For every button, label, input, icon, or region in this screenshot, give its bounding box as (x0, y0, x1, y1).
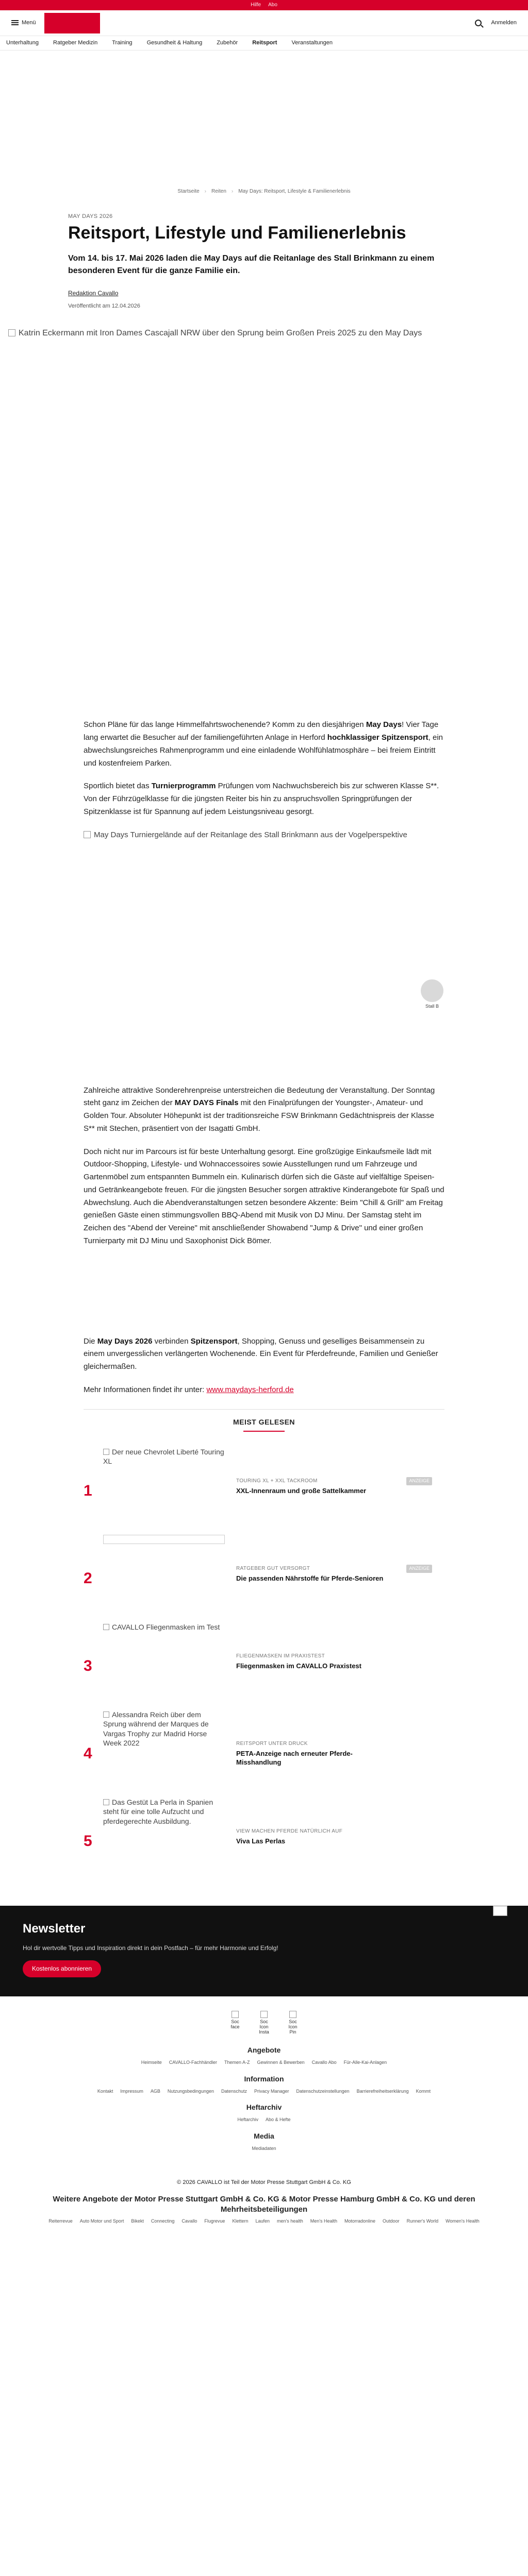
footer-link[interactable]: Laufen (255, 2218, 270, 2224)
text-run: Schon Pläne für das lange Himmelfahrtswochenende? Komm zu den diesjährigen (84, 720, 366, 730)
nav-item[interactable]: Training (112, 39, 133, 46)
mostread-image[interactable] (103, 1447, 225, 1514)
photo-credit (420, 979, 444, 1010)
mostread-title[interactable]: PETA-Anzeige nach erneuter Pferde-Misshandlung (236, 1749, 353, 1767)
menu-label: Menü (22, 19, 36, 26)
footer-link[interactable]: Datenschutz (221, 2088, 247, 2094)
footer-link[interactable]: Connecting (151, 2218, 175, 2224)
mostread-rank: 2 (84, 1570, 92, 1587)
breadcrumb-current: May Days: Reitsport, Lifestyle & Familienerlebnis (238, 189, 351, 194)
mostread-rank: 3 (84, 1657, 92, 1675)
text-bold: Spitzensport (190, 1336, 238, 1346)
footer-link[interactable]: Datenschutzeinstellungen (296, 2088, 350, 2094)
article-paragraph (84, 1384, 444, 1397)
breadcrumb-reiten[interactable]: Reiten (211, 189, 226, 194)
mostread-image-alt: CAVALLO Fliegenmasken im Test (112, 1623, 220, 1632)
broken-image-icon (103, 1449, 109, 1455)
mostread-item[interactable] (84, 1710, 444, 1798)
site-header (0, 10, 528, 36)
text-run: Sportlich bietet das (84, 782, 152, 791)
mostread-list (84, 1447, 444, 1885)
footer-link[interactable]: Mediadaten (252, 2145, 276, 2151)
mostread-item[interactable] (84, 1535, 444, 1622)
mostread-rank: 4 (84, 1745, 92, 1762)
mostread-image[interactable] (103, 1535, 225, 1544)
photo-credit-label: Stall B (425, 1003, 439, 1009)
site-footer (0, 1996, 528, 2225)
footer-heading-angebote: Angebote (247, 2046, 281, 2055)
footer-link[interactable]: Men's Health (310, 2218, 337, 2224)
article-paragraph (84, 1335, 444, 1374)
text-run: Zahlreiche attraktive Sonderehrenpreise unterstreichen die Bedeutung der Veranstaltung. Der Sonntag steht ganz im Zeichen der (84, 1086, 435, 1108)
broken-image-icon (8, 329, 15, 336)
social-icon-label: Soc face (230, 2019, 240, 2030)
nav-item[interactable]: Reitsport (252, 39, 277, 46)
footer-link[interactable]: Themen A-Z (224, 2059, 250, 2065)
breadcrumb (68, 188, 460, 196)
mostread-item[interactable] (84, 1622, 444, 1710)
nav-item[interactable]: Ratgeber Medizin (53, 39, 98, 46)
mostread-rank: 1 (84, 1482, 92, 1500)
mostread-image[interactable] (103, 1710, 225, 1777)
social-icon-image (260, 2011, 268, 2018)
broken-image-icon (103, 1799, 109, 1805)
section-divider (84, 1409, 444, 1410)
footer-link[interactable]: Cavallo Abo (311, 2059, 337, 2065)
broken-image-icon (84, 831, 91, 838)
social-links (0, 2011, 528, 2038)
mostread-image-alt: Das Gestüt La Perla in Spanien steht für eine tolle Aufzucht und pferdegerechte Ausbildung. (103, 1798, 213, 1825)
mostread-image[interactable] (103, 1798, 225, 1865)
newsletter-title: Newsletter (23, 1922, 86, 1936)
breadcrumb-separator: › (231, 189, 234, 194)
nav-item[interactable]: Zubehör (217, 39, 238, 46)
footer-link[interactable]: Motorradonline (344, 2218, 376, 2224)
mostread-image-alt: Der neue Chevrolet Liberté Touring XL (103, 1448, 224, 1466)
social-icon[interactable] (286, 2011, 300, 2038)
mostread-image-alt: Alessandra Reich über dem Sprung während der Marques de Vargas Trophy zur Madrid Horse Week 2022 (103, 1710, 209, 1747)
footer-link[interactable]: Heimseite (141, 2059, 162, 2065)
social-icon-image (232, 2011, 239, 2018)
text-run: Mehr Informationen findet ihr unter: (84, 1385, 207, 1394)
newsletter-section (0, 1906, 528, 1996)
social-icon-image (289, 2011, 296, 2018)
footer-heading-media: Media (254, 2132, 274, 2141)
mostread-item[interactable] (84, 1447, 444, 1535)
footer-link[interactable]: Reiterrevue (48, 2218, 73, 2224)
social-icon[interactable] (257, 2011, 271, 2038)
footer-link[interactable]: Flugrevue (204, 2218, 225, 2224)
footer-link[interactable]: Runner's World (406, 2218, 439, 2224)
hero-image-alt: Katrin Eckermann mit Iron Dames Cascajall NRW über den Sprung beim Großen Preis 2025 zu den May Days (19, 329, 422, 338)
breadcrumb-home[interactable]: Startseite (177, 189, 200, 194)
footer-links-angebote (0, 2059, 528, 2066)
footer-link[interactable]: Für-Alle-Kai-Anlagen (343, 2059, 387, 2065)
mostread-item[interactable] (84, 1798, 444, 1885)
footer-links-more (0, 2218, 528, 2225)
article-paragraph (84, 1084, 444, 1136)
footer-links-info (0, 2088, 528, 2095)
mostread-image[interactable] (103, 1622, 225, 1689)
text-bold: hochklassiger Spitzensport (327, 733, 428, 742)
published-date: Veröffentlicht am 12.04.2026 (68, 303, 140, 310)
footer-link[interactable]: Impressum (120, 2088, 143, 2094)
footer-link[interactable]: men's health (277, 2218, 303, 2224)
footer-link[interactable]: Kontakt (97, 2088, 113, 2094)
text-bold: Turnierprogramm (151, 782, 216, 791)
search-icon[interactable] (475, 20, 482, 26)
mostread-category: REITSPORT UNTER DRUCK (236, 1741, 308, 1747)
text-run: Die (84, 1336, 97, 1346)
text-bold: MAY DAYS Finals (174, 1098, 239, 1108)
ad-badge: ANZEIGE (406, 1565, 432, 1573)
footer-link[interactable]: Kommt (416, 2088, 431, 2094)
article-kicker: MAY DAYS 2026 (68, 213, 113, 219)
footer-links-media (0, 2145, 528, 2153)
help-link[interactable]: Hilfe (251, 2, 261, 8)
mostread-title[interactable]: Fliegenmasken im CAVALLO Praxistest (236, 1662, 361, 1670)
text-run: Prüfungen vom Nachwuchsbereich bis zur schweren Klasse S**. Von der Führzügelklasse für die jüngsten Reiter bis hin zu anspruchsvollen Springprüfungen der Spitzenklasse ist für Spannung auf jedem Leistungsniveau gesorgt. (84, 782, 439, 816)
text-bold: May Days 2026 (97, 1336, 153, 1346)
footer-more-heading: Weitere Angebote der Motor Presse Stuttgart GmbH & Co. KG & Motor Presse Hamburg GmbH & Co. KG und deren Mehrheitsbeteiligungen (53, 2194, 475, 2214)
main-nav (0, 36, 528, 50)
ad-badge: ANZEIGE (406, 1477, 432, 1485)
footer-link[interactable]: Bikekt (131, 2218, 144, 2224)
hamburger-icon (11, 20, 19, 25)
newsletter-image (493, 1906, 507, 1916)
footer-heading-info: Information (244, 2074, 284, 2083)
footer-link[interactable]: Cavallo (182, 2218, 197, 2224)
mostread-category: FLIEGENMASKEN IM PRAXISTEST (236, 1653, 325, 1659)
mostread-title[interactable]: Viva Las Perlas (236, 1837, 286, 1845)
login-link[interactable]: Anmelden (491, 19, 517, 26)
article-paragraph: Doch nicht nur im Parcours ist für beste Unterhaltung gesorgt. Eine großzügige Einkaufsmeile lädt mit Outdoor-Shopping, Lifestyle- und Wohnaccessoires sowie Ausstellungen rund um Fahrzeuge und Gartenmöbel zum entspannten Bummeln ein. Kulinarisch dürfen sich die Gäste auf vielfältige Speisen- und Getränkeangebote freuen. Für die jüngsten Besucher sorgen attraktive Kinderangebote für Spaß und Abwechslung. Auch die Abendveranstaltungen setzen besondere Akzente: Beim "Chill & Grill" am Freitag genießen Gäste einen stimmungsvollen BBQ-Abend mit Musik von DJ Minu. Der Samstag steht im Zeichen des "Abend der Vereine" mit anschließender Showabend "Jump & Drive" und einer großen Turnierparty mit DJ Minu und Saxophonist Dick Bömer. (84, 1147, 444, 1245)
article-body (84, 719, 444, 1885)
author-link[interactable]: Redaktion Cavallo (68, 289, 119, 297)
text-run: mit den Finalprüfungen der Youngster-, Amateur- und Golden Tour. Absoluter Höhepunkt ist der traditionsreiche FSW Brinkmann Gedächtnispreis der Klasse S** mit Stechen, präsentiert von der Isagatti GmbH. (84, 1098, 435, 1133)
nav-item[interactable]: Gesundheit & Haltung (146, 39, 203, 46)
footer-link[interactable]: Auto Motor und Sport (79, 2218, 124, 2224)
mostread-title[interactable]: Die passenden Nährstoffe für Pferde-Senioren (236, 1574, 384, 1582)
footer-link[interactable]: AGB (150, 2088, 160, 2094)
text-bold: May Days (366, 720, 402, 730)
hero-image (0, 327, 528, 719)
nav-item[interactable]: Veranstaltungen (291, 39, 333, 46)
footer-link[interactable]: CAVALLO-Fachhändler (169, 2059, 218, 2065)
text-run: ! Vier Tage lang erwartet die Besucher auf der familiengeführten Anlage in Herford (84, 720, 439, 742)
newsletter-text: Hol dir wertvolle Tipps und Inspiration direkt in dein Postfach – für mehr Harmonie und Erfolg! (23, 1944, 278, 1952)
text-run: , ein abwechslungsreiches Rahmenprogramm und eine einladende Wohlfühlatmosphäre – bei freiem Eintritt und kostenfreiem Parken. (84, 733, 443, 768)
footer-link[interactable]: Abo & Hefte (265, 2117, 291, 2123)
article-paragraph (84, 719, 444, 770)
mostread-category: TOURING XL + XXL TACKROOM (236, 1478, 318, 1484)
photo-credit-icon (421, 979, 443, 1002)
footer-link[interactable]: Klettern (232, 2218, 249, 2224)
top-promo-bar (0, 0, 528, 10)
text-run: verbinden (152, 1336, 191, 1346)
mostread-heading: MEIST GELESEN (233, 1417, 295, 1426)
broken-image-icon (103, 1624, 109, 1630)
newsletter-subscribe-button[interactable]: Kostenlos abonnieren (23, 1960, 101, 1977)
article-image-alt: May Days Turniergelände auf der Reitanlage des Stall Brinkmann aus der Vogelperspektive (94, 830, 407, 839)
social-icon-label: Soc Icon Insta (259, 2019, 269, 2035)
footer-link[interactable]: Barrierefreiheitserklärung (356, 2088, 409, 2094)
breadcrumb-separator: › (204, 189, 207, 194)
nav-item[interactable]: Unterhaltung (6, 39, 39, 46)
social-icon[interactable] (228, 2011, 242, 2038)
ad-slot (0, 50, 528, 169)
mostread-underline (243, 1431, 285, 1432)
mostread-rank: 5 (84, 1833, 92, 1850)
footer-heading-archive: Heftarchiv (246, 2103, 282, 2112)
footer-link[interactable]: Gewinnen & Bewerben (257, 2059, 305, 2065)
footer-link[interactable]: Outdoor (383, 2218, 400, 2224)
page-title: Reitsport, Lifestyle und Familienerlebnis (68, 223, 406, 243)
article-image (84, 829, 444, 1066)
abo-link[interactable]: Abo (268, 2, 277, 8)
social-icon-label: Soc Icon Pin (288, 2019, 298, 2035)
broken-image-icon (103, 1711, 109, 1718)
footer-links-archive (0, 2116, 528, 2124)
footer-link[interactable]: Heftarchiv (237, 2117, 258, 2123)
text-run: , Shopping, Genuss und geselliges Beisammensein zu einem unvergesslichen verlängerten Wochenende. Ein Event für Pferdefreunde, Familien und Genießer gleichermaßen. (84, 1336, 438, 1371)
article-lead: Vom 14. bis 17. Mai 2026 laden die May Days auf die Reitanlage des Stall Brinkmann zu einem besonderen Event für die ganze Familie ein. (68, 253, 435, 275)
menu-button[interactable] (11, 19, 36, 27)
footer-link[interactable]: Women's Health (446, 2218, 480, 2224)
event-website-link[interactable]: www.maydays-herford.de (206, 1385, 294, 1394)
copyright: © 2026 CAVALLO ist Teil der Motor Presse Stuttgart GmbH & Co. KG (177, 2179, 351, 2185)
article-paragraph (84, 780, 444, 818)
mostread-category: RATGEBER GUT VERSORGT (236, 1566, 310, 1572)
footer-link[interactable]: Privacy Manager (254, 2088, 289, 2094)
mostread-category: VIEW MACHEN PFERDE NATÜRLICH AUF (236, 1828, 343, 1835)
site-logo[interactable] (44, 13, 100, 33)
mostread-title[interactable]: XXL-Innenraum und große Sattelkammer (236, 1486, 367, 1495)
footer-link[interactable]: Nutzungsbedingungen (167, 2088, 214, 2094)
